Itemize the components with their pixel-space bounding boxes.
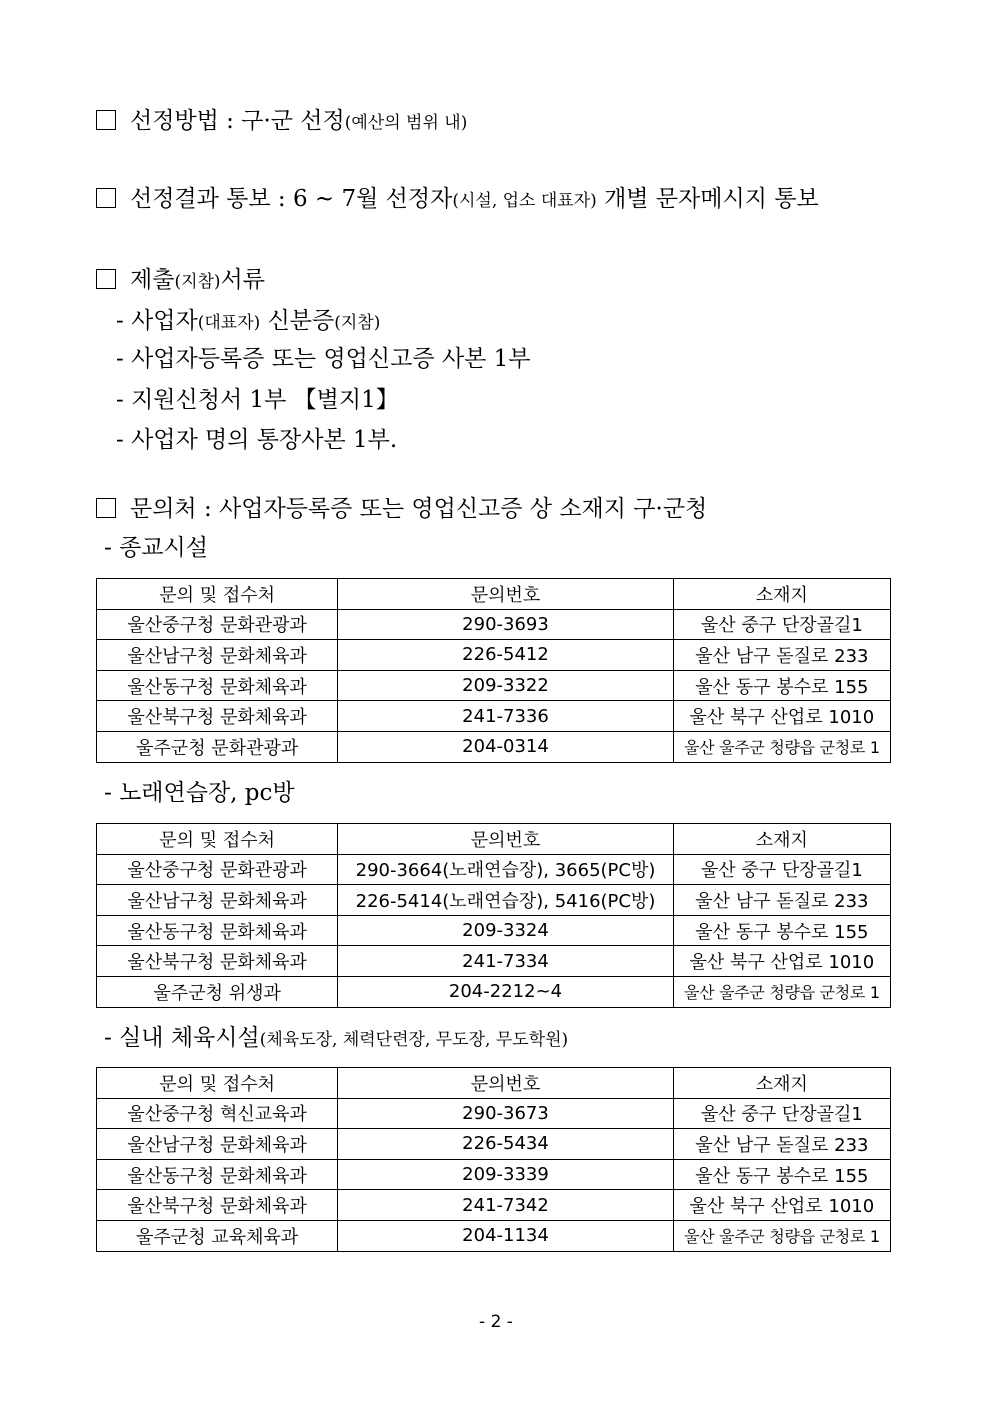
table-header-row bbox=[97, 824, 891, 855]
phone-cell: 241-7336 bbox=[338, 701, 673, 732]
checkbox-icon bbox=[96, 188, 116, 208]
phone-cell: 290-3673 bbox=[338, 1098, 673, 1129]
section-title: - 종교시설 bbox=[104, 535, 208, 561]
phone-cell: 209-3322 bbox=[338, 670, 673, 701]
table-header-row bbox=[97, 1068, 891, 1099]
office-cell: 울산동구청 문화체육과 bbox=[97, 1159, 338, 1190]
document-item: - 사업자등록증 또는 영업신고증 사본 1부 bbox=[116, 346, 531, 372]
table-row bbox=[97, 670, 891, 701]
office-cell: 울주군청 위생과 bbox=[97, 976, 338, 1007]
office-cell: 울산남구청 문화체육과 bbox=[97, 885, 338, 916]
header-cell: 문의번호 bbox=[338, 824, 673, 855]
address-cell: 울산 북구 산업로 1010 bbox=[673, 946, 890, 977]
document-item-pre: - 사업자 bbox=[116, 308, 198, 334]
phone-cell: 290-3693 bbox=[338, 609, 673, 640]
phone-cell: 226-5414(노래연습장), 5416(PC방) bbox=[338, 885, 673, 916]
header-cell: 소재지 bbox=[673, 824, 890, 855]
section-title bbox=[104, 1023, 568, 1055]
selection-result-note: (시설, 업소 대표자) bbox=[452, 191, 597, 211]
table-row bbox=[97, 640, 891, 671]
contact-table bbox=[96, 1067, 891, 1252]
table-row bbox=[97, 976, 891, 1007]
phone-cell: 226-5412 bbox=[338, 640, 673, 671]
document-item: - 지원신청서 1부 【별지1】 bbox=[116, 387, 399, 413]
table-header-row bbox=[97, 579, 891, 610]
office-cell: 울산중구청 혁신교육과 bbox=[97, 1098, 338, 1129]
header-cell: 문의 및 접수처 bbox=[97, 824, 338, 855]
selection-method-note: (예산의 범위 내) bbox=[344, 113, 468, 133]
address-cell: 울산 중구 단장골길1 bbox=[673, 1098, 890, 1129]
document-item-note2: (지참) bbox=[334, 313, 381, 333]
table-row bbox=[97, 731, 891, 762]
office-cell: 울산동구청 문화체육과 bbox=[97, 670, 338, 701]
address-cell: 울산 남구 돋질로 233 bbox=[673, 640, 890, 671]
table-row bbox=[97, 885, 891, 916]
document-item bbox=[116, 306, 380, 338]
document-item: - 사업자 명의 통장사본 1부. bbox=[116, 427, 398, 453]
address-cell: 울산 남구 돋질로 233 bbox=[673, 885, 890, 916]
table-row bbox=[97, 1098, 891, 1129]
section-title-note: (체육도장, 체력단련장, 무도장, 무도학원) bbox=[259, 1030, 569, 1050]
address-cell: 울산 중구 단장골길1 bbox=[673, 854, 890, 885]
address-cell: 울산 북구 산업로 1010 bbox=[673, 1190, 890, 1221]
phone-cell: 226-5434 bbox=[338, 1129, 673, 1160]
selection-result-label: 선정결과 통보 : 6 ~ 7월 선정자 bbox=[130, 186, 453, 212]
header-cell: 소재지 bbox=[673, 579, 890, 610]
office-cell: 울산남구청 문화체육과 bbox=[97, 1129, 338, 1160]
inquiry-label: 문의처 : 사업자등록증 또는 영업신고증 상 소재지 구·군청 bbox=[130, 496, 708, 522]
office-cell: 울산동구청 문화체육과 bbox=[97, 915, 338, 946]
phone-cell: 241-7334 bbox=[338, 946, 673, 977]
documents-title-note: (지참) bbox=[174, 272, 221, 292]
office-cell: 울주군청 문화관광과 bbox=[97, 731, 338, 762]
phone-cell: 209-3324 bbox=[338, 915, 673, 946]
document-item-post: 신분증 bbox=[260, 308, 335, 334]
header-cell: 문의 및 접수처 bbox=[97, 1068, 338, 1099]
office-cell: 울산북구청 문화체육과 bbox=[97, 946, 338, 977]
address-cell: 울산 울주군 청량읍 군청로 1 bbox=[673, 976, 890, 1007]
header-cell: 문의번호 bbox=[338, 579, 673, 610]
table-row bbox=[97, 701, 891, 732]
address-cell: 울산 북구 산업로 1010 bbox=[673, 701, 890, 732]
office-cell: 울산중구청 문화관광과 bbox=[97, 609, 338, 640]
table-row bbox=[97, 609, 891, 640]
office-cell: 울산남구청 문화체육과 bbox=[97, 640, 338, 671]
phone-cell: 204-1134 bbox=[338, 1220, 673, 1251]
phone-cell: 204-2212~4 bbox=[338, 976, 673, 1007]
phone-cell: 241-7342 bbox=[338, 1190, 673, 1221]
address-cell: 울산 중구 단장골길1 bbox=[673, 609, 890, 640]
address-cell: 울산 울주군 청량읍 군청로 1 bbox=[673, 1220, 890, 1251]
documents-title-a: 제출 bbox=[130, 267, 175, 293]
table-row bbox=[97, 1159, 891, 1190]
inquiry-line bbox=[96, 494, 707, 524]
address-cell: 울산 동구 봉수로 155 bbox=[673, 670, 890, 701]
header-cell: 문의번호 bbox=[338, 1068, 673, 1099]
selection-method-line bbox=[96, 106, 467, 138]
selection-result-tail: 개별 문자메시지 통보 bbox=[596, 186, 819, 212]
phone-cell: 290-3664(노래연습장), 3665(PC방) bbox=[338, 854, 673, 885]
table-row bbox=[97, 1129, 891, 1160]
documents-title bbox=[96, 265, 265, 297]
contact-table bbox=[96, 578, 891, 763]
table-row bbox=[97, 1220, 891, 1251]
office-cell: 울산중구청 문화관광과 bbox=[97, 854, 338, 885]
address-cell: 울산 남구 돋질로 233 bbox=[673, 1129, 890, 1160]
document-item-note: (대표자) bbox=[197, 313, 261, 333]
phone-cell: 204-0314 bbox=[338, 731, 673, 762]
selection-result-line bbox=[96, 184, 819, 216]
office-cell: 울산북구청 문화체육과 bbox=[97, 701, 338, 732]
phone-cell: 209-3339 bbox=[338, 1159, 673, 1190]
office-cell: 울산북구청 문화체육과 bbox=[97, 1190, 338, 1221]
office-cell: 울주군청 교육체육과 bbox=[97, 1220, 338, 1251]
table-row bbox=[97, 854, 891, 885]
checkbox-icon bbox=[96, 498, 116, 518]
section-title: - 노래연습장, pc방 bbox=[104, 780, 295, 806]
address-cell: 울산 동구 봉수로 155 bbox=[673, 915, 890, 946]
checkbox-icon bbox=[96, 110, 116, 130]
page-number: - 2 - bbox=[479, 1312, 513, 1332]
section-title-main: - 실내 체육시설 bbox=[104, 1025, 260, 1051]
address-cell: 울산 울주군 청량읍 군청로 1 bbox=[673, 731, 890, 762]
checkbox-icon bbox=[96, 269, 116, 289]
documents-title-b: 서류 bbox=[220, 267, 265, 293]
header-cell: 문의 및 접수처 bbox=[97, 579, 338, 610]
selection-method-label: 선정방법 : 구·군 선정 bbox=[130, 108, 345, 134]
table-row bbox=[97, 1190, 891, 1221]
header-cell: 소재지 bbox=[673, 1068, 890, 1099]
address-cell: 울산 동구 봉수로 155 bbox=[673, 1159, 890, 1190]
table-row bbox=[97, 946, 891, 977]
table-row bbox=[97, 915, 891, 946]
contact-table bbox=[96, 823, 891, 1008]
